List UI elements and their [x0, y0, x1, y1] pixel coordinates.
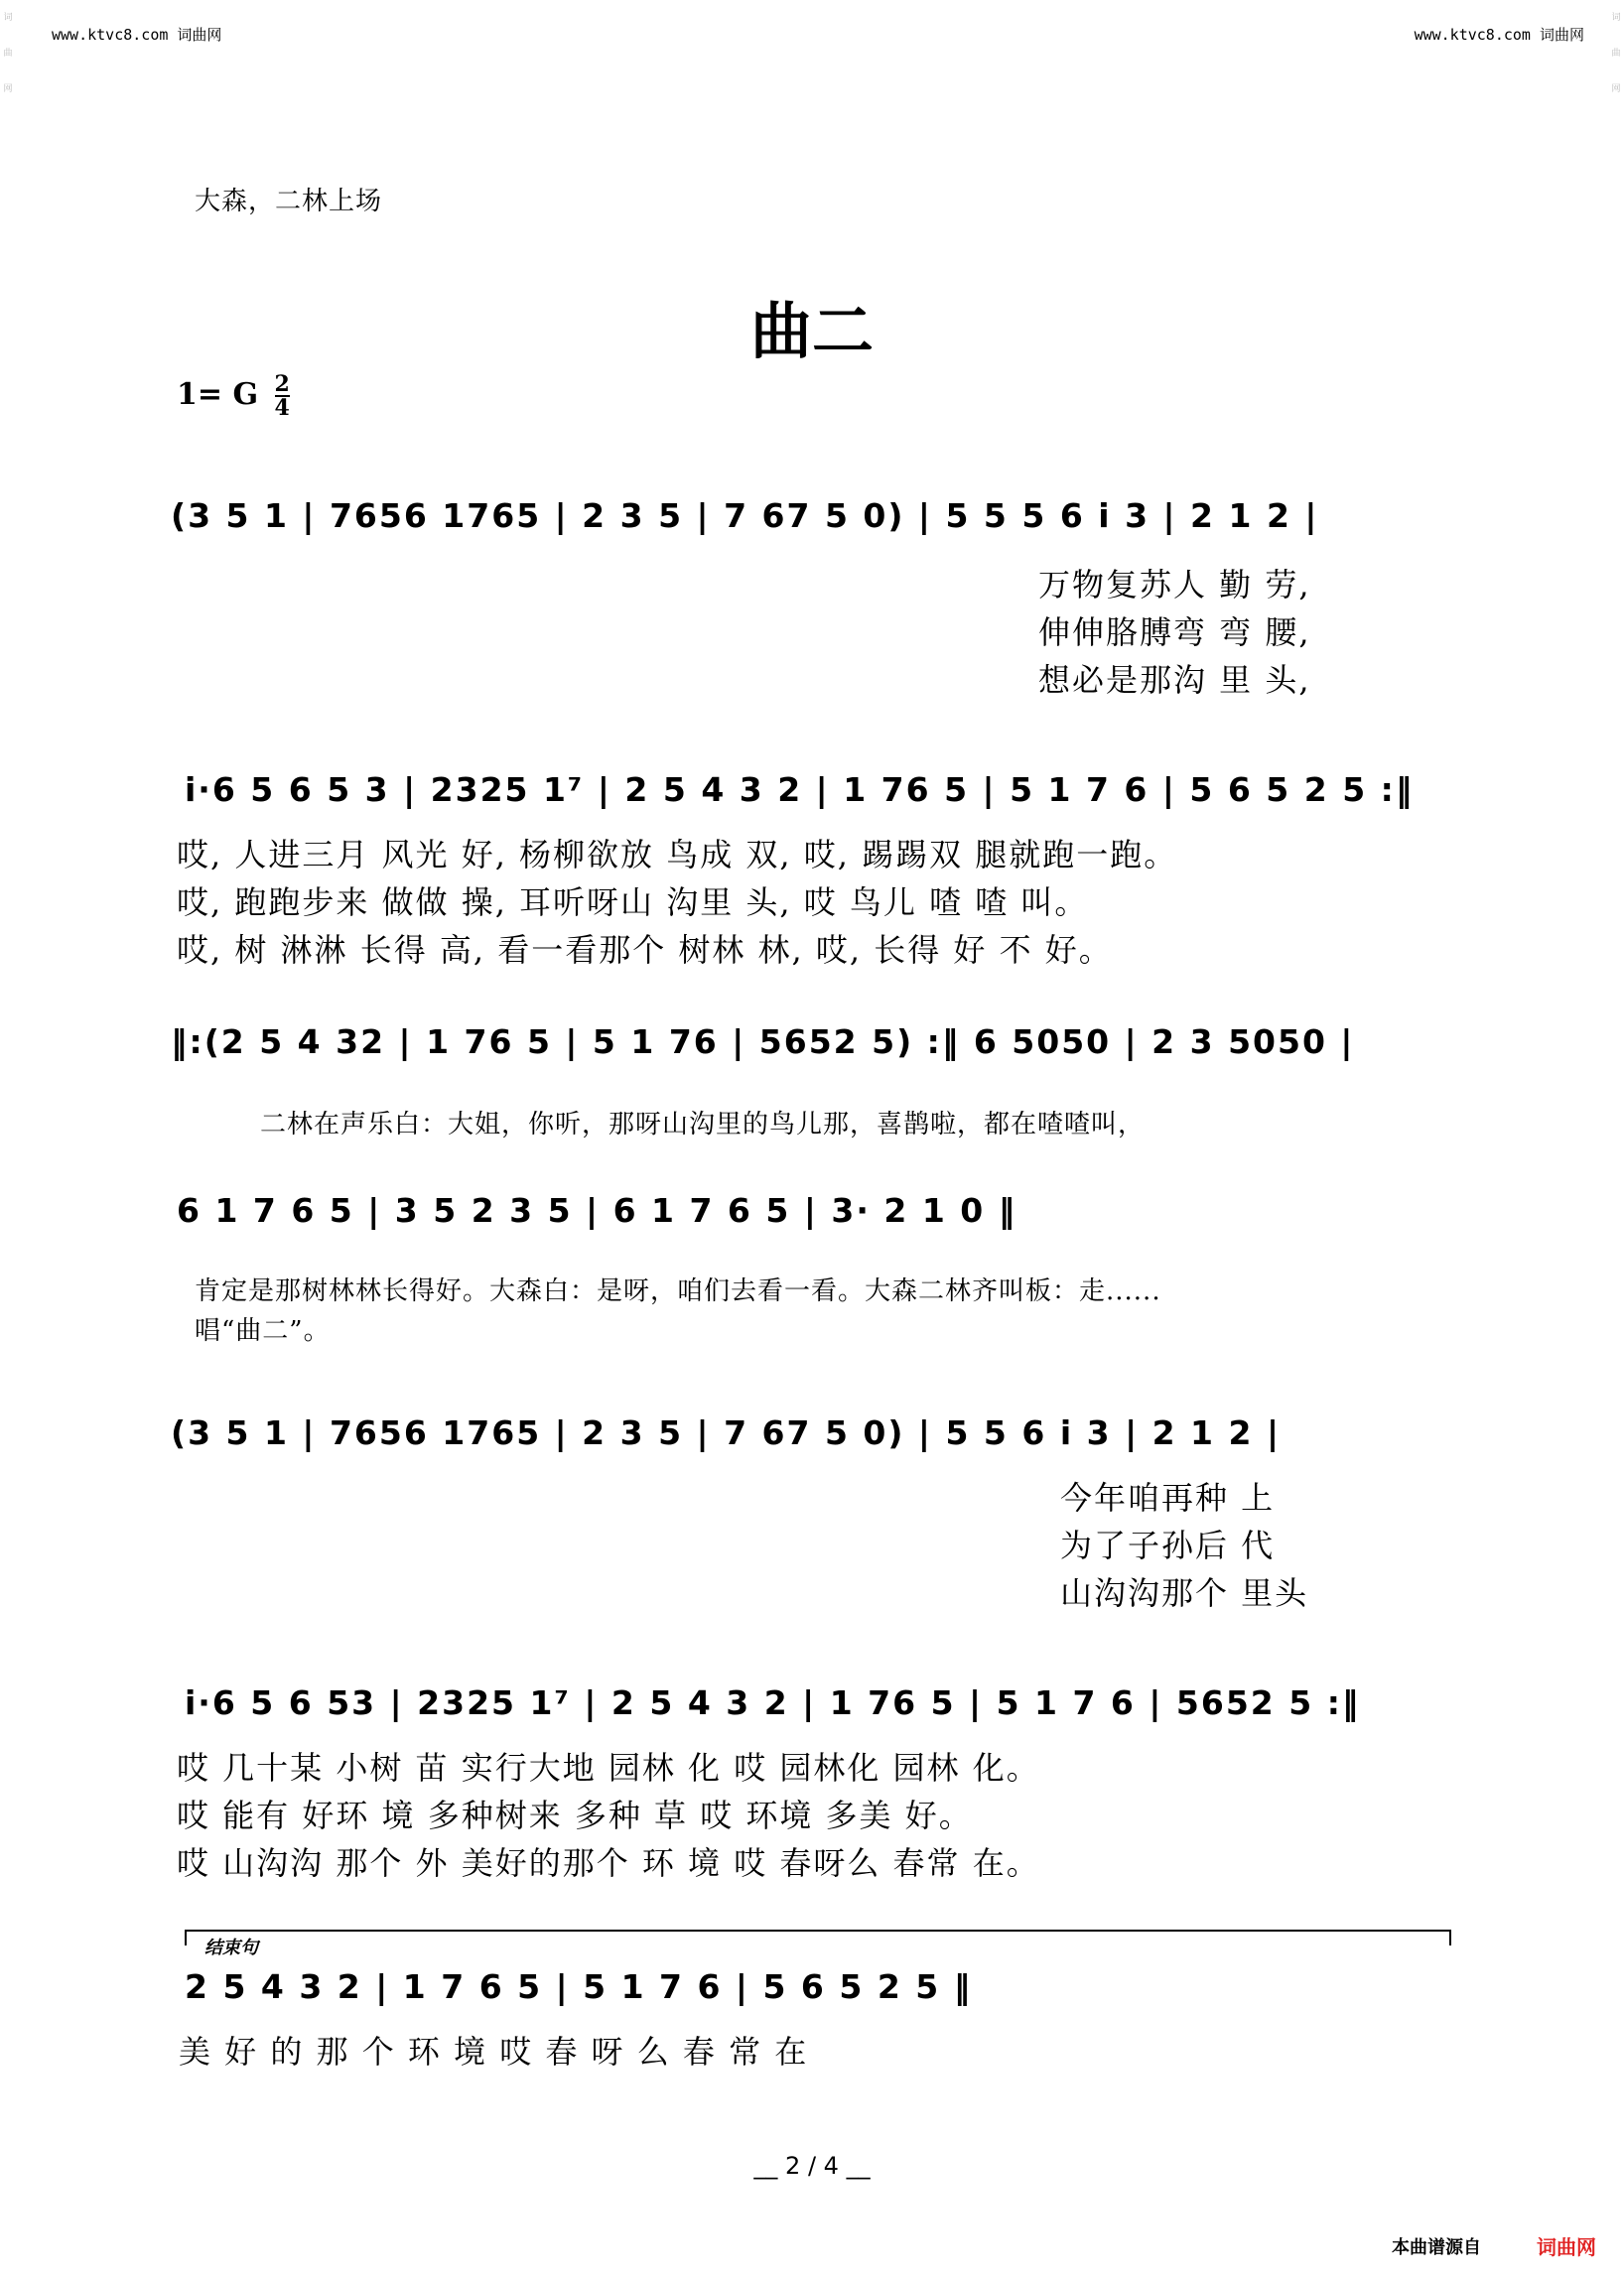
lyric-1-verse-2: 伸伸胳膊弯 弯 腰, — [1038, 613, 1311, 651]
header-right-link[interactable]: www.ktvc8.com 词曲网 — [1414, 26, 1584, 44]
ending-label: 结束句 — [204, 1938, 258, 1958]
lyric-6-verse-2: 哎 能有 好环 境 多种树来 多种 草 哎 环境 多美 好。 — [177, 1797, 973, 1834]
time-denominator: 4 — [274, 395, 290, 421]
footer-source-label: 本曲谱源自 — [1392, 2237, 1481, 2258]
score-line-3: ‖:(2 5 4 32 | 1 76 5 | 5 1 76 | 5652 5) :‖ 6 5050 | 2 3 5050 | — [171, 1022, 1355, 1061]
watermark-char: 曲 — [1611, 49, 1621, 59]
score-line-5: (3 5 1 | 7656 1765 | 2 3 5 | 7 67 5 0) | 5 5 6 i 3 | 2 1 2 | — [171, 1413, 1282, 1452]
watermark-char: 词 — [3, 13, 13, 23]
score-line-2: i·6 5 6 5 3 | 2325 1⁷ | 2 5 4 3 2 | 1 76 5 | 5 1 7 6 | 5 6 5 2 5 :‖ — [185, 770, 1415, 809]
score-line-7: 2 5 4 3 2 | 1 7 6 5 | 5 1 7 6 | 5 6 5 2 5 ‖ — [185, 1967, 973, 2006]
page-number: __ 2 / 4 __ — [753, 2152, 871, 2180]
lyric-5-verse-2: 为了子孙后 代 — [1060, 1527, 1276, 1564]
page-title: 曲二 — [749, 295, 874, 367]
watermark-char: 曲 — [3, 49, 13, 59]
stage-direction: 大森，二林上场 — [195, 187, 383, 216]
ending-bracket — [185, 1930, 1451, 1945]
lyric-5-verse-3: 山沟沟那个 里头 — [1060, 1574, 1309, 1612]
lyric-7-verse-1: 美 好 的 那 个 环 境 哎 春 呀 么 春 常 在 — [179, 2033, 809, 2071]
lyric-2-verse-2: 哎, 跑跑步来 做做 操, 耳听呀山 沟里 头, 哎 鸟儿 喳 喳 叫。 — [177, 883, 1089, 921]
watermark-char: 网 — [1611, 84, 1621, 94]
score-line-6: i·6 5 6 53 | 2325 1⁷ | 2 5 4 3 2 | 1 76 5 | 5 1 7 6 | 5652 5 :‖ — [185, 1683, 1361, 1722]
watermark-char: 网 — [3, 84, 13, 94]
time-signature — [275, 373, 290, 419]
lyric-6-verse-3: 哎 山沟沟 那个 外 美好的那个 环 境 哎 春呀么 春常 在。 — [177, 1844, 1040, 1882]
lyric-6-verse-1: 哎 几十某 小树 苗 实行大地 园林 化 哎 园林化 园林 化。 — [177, 1749, 1040, 1787]
lyric-2-verse-3: 哎, 树 淋淋 长得 高, 看一看那个 树林 林, 哎, 长得 好 不 好。 — [177, 931, 1113, 969]
score-line-4: 6 1 7 6 5 | 3 5 2 3 5 | 6 1 7 6 5 | 3· 2 1 0 ‖ — [177, 1191, 1017, 1230]
score-line-1: (3 5 1 | 7656 1765 | 2 3 5 | 7 67 5 0) | 5 5 5 6 i 3 | 2 1 2 | — [171, 496, 1319, 535]
watermark-char: 词 — [1611, 13, 1621, 23]
key-label: 1= G — [177, 377, 259, 412]
lyric-1-verse-1: 万物复苏人 勤 劳, — [1038, 566, 1311, 603]
narration-4-line-2: 唱“曲二”。 — [195, 1316, 331, 1346]
header-left-link[interactable]: www.ktvc8.com 词曲网 — [52, 26, 222, 44]
lyric-2-verse-1: 哎, 人进三月 风光 好, 杨柳欲放 鸟成 双, 哎, 踢踢双 腿就跑一跑。 — [177, 836, 1178, 873]
narration-3: 二林在声乐白：大姐，你听，那呀山沟里的鸟儿那，喜鹊啦，都在喳喳叫， — [260, 1110, 1146, 1139]
lyric-1-verse-3: 想必是那沟 里 头, — [1038, 661, 1311, 699]
time-numerator: 2 — [274, 371, 290, 397]
footer-brand-link[interactable]: 词曲网 — [1537, 2235, 1596, 2259]
narration-4-line-1: 肯定是那树林林长得好。大森白：是呀，咱们去看一看。大森二林齐叫板：走...... — [195, 1276, 1161, 1306]
lyric-5-verse-1: 今年咱再种 上 — [1060, 1479, 1276, 1517]
key-signature — [177, 373, 290, 419]
